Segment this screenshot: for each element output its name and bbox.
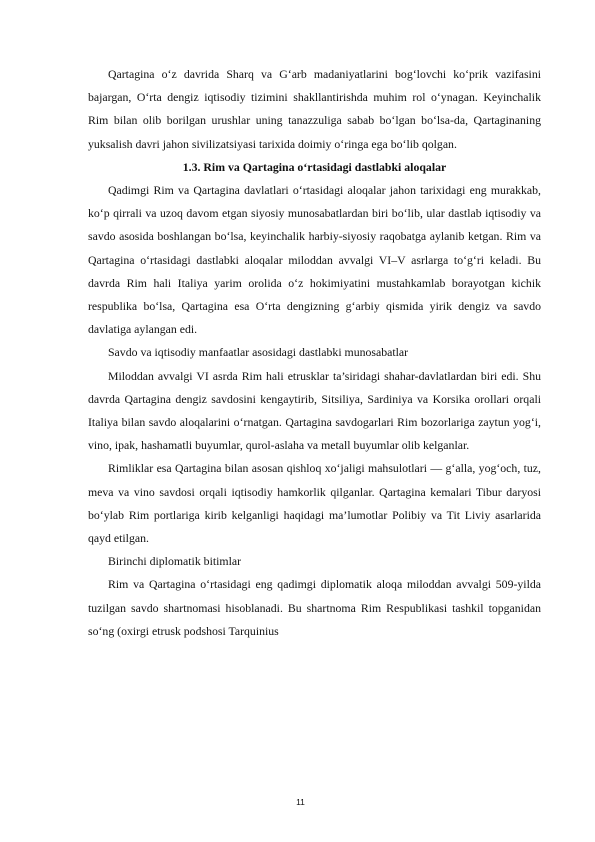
subheading-trade-relations: Savdo va iqtisodiy manfaatlar asosidagi dastlabki munosabatlar <box>108 345 409 360</box>
section-heading: 1.3. Rim va Qartagina o‘rtasidagi dastlabki aloqalar <box>182 159 447 174</box>
paragraph-intro: Qartagina o‘z davrida Sharq va G‘arb madaniyatlarini bog‘lovchi ko‘prik vazifasini bajargan, O‘rta dengiz iqtisodiy tizimini shakllantirishda muhim rol o‘ynagan. Keyinchalik Rim bilan olib borilgan urushlar uning tanazzuliga sabab bo‘lgan bo‘lsa-da, Qartaginaning yuksalish davri jahon sivilizatsiyasi tarixida doimiy o‘ringa ega bo‘lib qolgan. <box>88 67 541 151</box>
subheading-diplomatic-treaties: Birinchi diplomatik bitimlar <box>108 554 242 569</box>
page-number: 11 <box>296 797 305 807</box>
paragraph-treaty: Rim va Qartagina o‘rtasidagi eng qadimgi diplomatik aloqa miloddan avvalgi 509-yilda tuzilgan savdo shartnomasi hisoblanadi. Bu shartnoma Rim Respublikasi tashkil topganidan so‘ng (oxirgi etrusk podshosi Tarquinius <box>88 577 541 638</box>
paragraph-trade: Miloddan avvalgi VI asrda Rim hali etrusklar ta’siridagi shahar-davlatlardan biri edi. Shu davrda Qartagina dengiz savdosini kengaytirib, Sitsiliya, Sardiniya va Korsika orollari orqali Italiya bilan savdo aloqalarini o‘rnatgan. Qartagina savdogarlari Rim bozorlariga zaytun yog‘i, vino, ipak, hashamatli buyumlar, qurol-aslaha va metall buyumlar olib kelganlar. <box>88 368 541 453</box>
paragraph-romans: Rimliklar esa Qartagina bilan asosan qishloq xo‘jaligi mahsulotlari — g‘alla, yog‘och, tuz, meva va vino savdosi orqali iqtisodiy hamkorlik qilganlar. Qartagina kemalari Tibur daryosi bo‘ylab Rim portlariga kirib kelganligi haqidagi ma’lumotlar Polibiy va Tit Liviy asarlarida qayd etilgan. <box>88 461 541 546</box>
document-page <box>88 63 541 643</box>
paragraph-relations: Qadimgi Rim va Qartagina davlatlari o‘rtasidagi aloqalar jahon tarixidagi eng murakkab, ko‘p qirrali va uzoq davom etgan siyosiy munosabatlardan biri bo‘lib, ular dastlab iqtisodiy va savdo asosida boshlangan bo‘lsa, keyinchalik harbiy-siyosiy raqobatga aylanib ketgan. Rim va Qartagina o‘rtasidagi dastlabki aloqalar miloddan avvalgi VI–V asrlarga to‘g‘ri keladi. Bu davrda Rim hali Italiya yarim orolida o‘z hokimiyatini mustahkamlab borayotgan kichik respublika bo‘lsa, Qartagina esa O‘rta dengizning g‘arbiy qismida yirik dengiz va savdo davlatiga aylangan edi. <box>88 183 541 337</box>
